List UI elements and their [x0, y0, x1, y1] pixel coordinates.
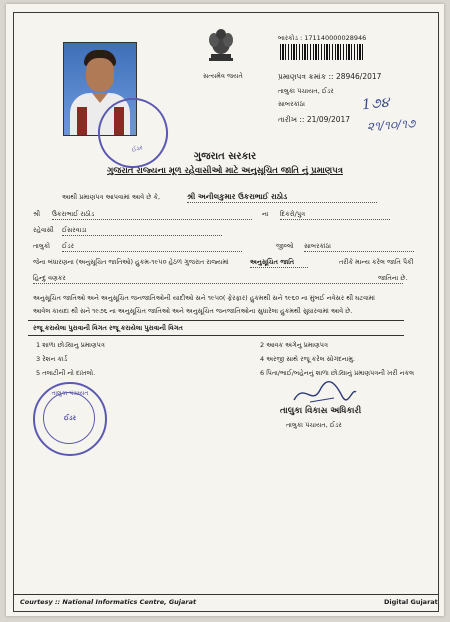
caste-suffix: જાતિના છે. [378, 274, 408, 282]
docs-divider-bottom [28, 335, 404, 336]
officer-signature [290, 378, 360, 408]
docs-divider-top [28, 320, 404, 321]
na-label: ના [262, 210, 269, 218]
handwritten-number: 1૭૪ [361, 94, 391, 114]
taluka-panchayat-seal: તાલુકા પંચાયત ઈડર [33, 382, 107, 456]
footer-courtesy: Courtesy :: National Informatics Centre, Gujarat [20, 598, 197, 606]
father-name: ઉકરાભાઈ રાઠોડ [52, 210, 252, 220]
doc-item: 5 તલાટીની નો દાખલો. [36, 369, 96, 377]
district-name: સાબરકાંઠા [278, 100, 305, 108]
emblem-caption: સત્યમેવ જયતે [203, 72, 243, 80]
resident-label: રહેવાસી [33, 226, 54, 234]
barcode [280, 44, 364, 60]
page-subtitle: ગુજરાત રાજ્યના મૂળ રહેવાસીઓ માટે અનુસૂચિત જાતિ નું પ્રમાણપત્ર [107, 166, 343, 176]
caste: હિન્દુ વણકર [33, 274, 403, 284]
national-emblem-icon [205, 24, 237, 72]
district: સાબરકાંઠા [304, 242, 414, 252]
village: ઈસરવાડા [62, 226, 222, 236]
person-name: શ્રી અનીલકુમાર ઉકરાભાઈ રાઠોડ [187, 192, 377, 203]
intro-label: આથી પ્રમાણપત્ર આપવામાં આવે છે કે, [62, 193, 161, 201]
issuing-office: તાલુકા પંચાયત, ઈડર [278, 87, 334, 95]
barcode-number: બારકોડ : 171140000028946 [278, 34, 367, 42]
order-text: જેના બંધારણના (અનુસૂચિત જાતિઓ) હુકમ-૧૯૫૦ હેઠળ ગુજરાત રાજ્યમાં [33, 258, 229, 266]
paragraph-line-1: અનુસૂચિત જાતિઓ અને અનુસૂચિત જનજાતિઓની યાદીઓ સને ૧૯૫૦( ફેરફાર) હુકમથી સને ૧૯૬૦ ના મુંબઈ નવેસર થી ઘટવામાં [33, 294, 375, 302]
footer-brand: Digital Gujarat [384, 598, 438, 606]
recognised-text: તરીકે માન્ય કરેલ જાતિ પૈકી [339, 258, 414, 266]
certificate-number: પ્રમાણપત્ર ક્રમાંક :: 28946/2017 [278, 72, 382, 81]
category: અનુસૂચિત જાતિ [250, 258, 308, 268]
taluka-label: તાલુકો [33, 242, 51, 250]
page-title: ગુજરાત સરકાર [193, 151, 257, 162]
doc-item: 2 આવક અંગેનુ પ્રમાણપત્ર [260, 341, 328, 349]
doc-item: 1 શાળા છોડ્યાનુ પ્રમાણપત્ર [36, 341, 105, 349]
doc-item: 6 પિતા/ભાઈ/બહેનનું શાળા છોડ્યાનું પ્રમાણપત્રની ખરી નકલ [260, 369, 415, 377]
doc-item: 4 અરજી સાથે રજૂ કરેલ સોગંદનામુ. [260, 355, 355, 363]
docs-heading: રજૂ કરાયેલા પુરાવાની વિગત રજૂ કરાયેલા પુરાવાની વિગત [33, 324, 183, 332]
issue-date: તારીખ :: 21/09/2017 [278, 115, 351, 124]
office-stamp-top: ઈડર [90, 90, 176, 176]
handwritten-date: ૨૧/૧૦/૧૭ [366, 116, 416, 134]
paragraph-line-2: આવેલ કાયદા થી સને ૧૯૭૬ ના અનુસૂચિત જાતિઓ અને અનુસૂચિત જનજાતિઓના સુધારેલા હુકમથી સુધારવામાં આવે છે. [33, 307, 353, 315]
district-label: જીલ્લો [276, 242, 294, 250]
doc-item: 3 રેશન કાર્ડ [36, 355, 68, 363]
relation: દિકરો/પુત્ર [280, 210, 390, 220]
shri-label: શ્રી [33, 210, 41, 218]
footer-divider [13, 594, 439, 595]
signatory-title: તાલુકા વિકાસ અધિકારી [280, 406, 362, 416]
taluka: ઈડર [62, 242, 242, 252]
signatory-office: તાલુકા પંચાયત, ઈડર [286, 421, 342, 429]
